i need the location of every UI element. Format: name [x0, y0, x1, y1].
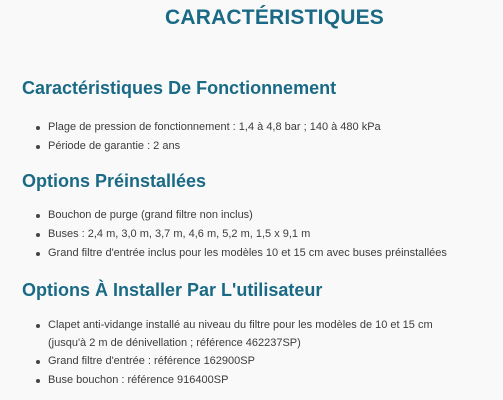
list-item: Bouchon de purge (grand filtre non inclus): [35, 206, 490, 225]
section-heading-operating: Caractéristiques De Fonctionnement: [22, 78, 337, 98]
list-item: Buses : 2,4 m, 3,0 m, 3,7 m, 4,6 m, 5,2 m, 1,5 x 9,1 m: [35, 225, 490, 244]
list-item: Buse bouchon : référence 916400SP: [35, 371, 470, 390]
list-item: Période de garantie : 2 ans: [35, 137, 490, 156]
list-item: Grand filtre d'entrée : référence 162900SP: [35, 352, 470, 371]
list-item: Grand filtre d'entrée inclus pour les modèles 10 et 15 cm avec buses préinstallées: [35, 244, 490, 263]
preinstalled-options-list: [35, 206, 490, 263]
list-item: Clapet anti-vidange installé au niveau du filtre pour les modèles de 10 et 15 cm (jusqu'à 2 m de dénivellation ; référence 462237SP): [35, 316, 470, 352]
section-heading-preinstalled: Options Préinstallées: [22, 171, 207, 191]
page-title: CARACTÉRISTIQUES: [164, 6, 385, 29]
operating-features-list: [35, 118, 490, 156]
section-heading-user-installed: Options À Installer Par L'utilisateur: [22, 280, 323, 300]
list-item: Plage de pression de fonctionnement : 1,4 à 4,8 bar ; 140 à 480 kPa: [35, 118, 490, 137]
user-installed-options-list: [35, 316, 470, 390]
